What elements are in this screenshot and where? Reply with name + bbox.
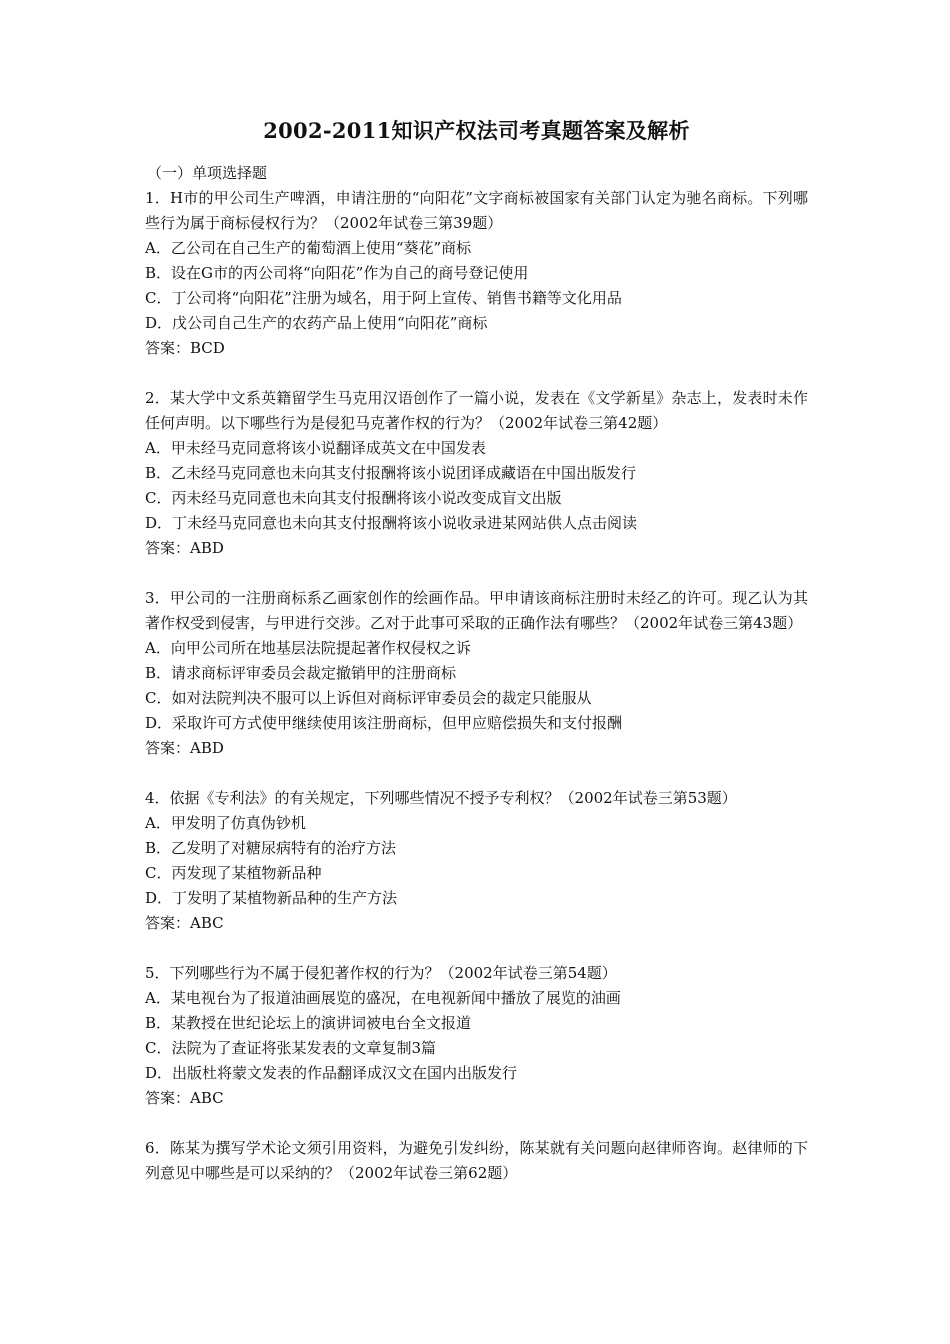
question-option: C．丙未经马克同意也未向其支付报酬将该小说改变成盲文出版: [145, 489, 562, 508]
section-title: （一）单项选择题: [147, 164, 268, 183]
question-block: [145, 386, 808, 561]
question-block: [145, 786, 808, 936]
question-option: C．如对法院判决不服可以上诉但对商标评审委员会的裁定只能服从: [145, 689, 592, 708]
question-stem: 6．陈某为撰写学术论文须引用资料，为避免引发纠纷，陈某就有关问题向赵律师咨询。赵律师的下列意见中哪些是可以采纳的？（2002年试卷三第62题）: [145, 1139, 808, 1183]
question-option: A．某电视台为了报道油画展览的盛况，在电视新闻中播放了展览的油画: [145, 989, 621, 1008]
question-option: A．甲发明了仿真伪钞机: [145, 814, 306, 833]
question-stem: 1．H市的甲公司生产啤酒，申请注册的“向阳花”文字商标被国家有关部门认定为驰名商标。下列哪些行为属于商标侵权行为？（2002年试卷三第39题）: [145, 189, 808, 233]
question-option: D．丁未经马克同意也未向其支付报酬将该小说收录进某网站供人点击阅读: [145, 514, 638, 533]
question-option: C．丙发现了某植物新品种: [145, 864, 322, 883]
question-option: B．乙发明了对糖尿病特有的治疗方法: [145, 839, 397, 858]
question-option: D．丁发明了某植物新品种的生产方法: [145, 889, 398, 908]
question-stem: 4．依据《专利法》的有关规定，下列哪些情况不授予专利权？（2002年试卷三第53题）: [145, 789, 737, 808]
question-option: D．采取许可方式使甲继续使用该注册商标，但甲应赔偿损失和支付报酬: [145, 714, 623, 733]
question-option: C．法院为了查证将张某发表的文章复制3篇: [145, 1039, 437, 1058]
question-block: [145, 186, 808, 361]
question-answer: 答案：BCD: [145, 339, 225, 358]
question-answer: 答案：ABD: [145, 739, 224, 758]
question-option: C．丁公司将“向阳花”注册为域名，用于阿上宣传、销售书籍等文化用品: [145, 289, 622, 308]
question-block: [145, 961, 808, 1111]
question-option: D．出版杜将蒙文发表的作品翻译成汉文在国内出版发行: [145, 1064, 518, 1083]
question-block: [145, 1136, 808, 1186]
question-option: B．请求商标评审委员会裁定撤销甲的注册商标: [145, 664, 457, 683]
question-list: [145, 186, 808, 1186]
question-option: D．戊公司自己生产的农药产品上使用“向阳花”商标: [145, 314, 488, 333]
question-stem: 2．某大学中文系英籍留学生马克用汉语创作了一篇小说，发表在《文学新星》杂志上，发表时未作任何声明。以下哪些行为是侵犯马克著作权的行为？（2002年试卷三第42题）: [145, 389, 808, 433]
question-stem: 5．下列哪些行为不属于侵犯著作权的行为？（2002年试卷三第54题）: [145, 964, 617, 983]
question-answer: 答案：ABD: [145, 539, 224, 558]
question-answer: 答案：ABC: [145, 914, 224, 933]
document-title: 2002-2011知识产权法司考真题答案及解析: [263, 118, 690, 143]
question-answer: 答案：ABC: [145, 1089, 224, 1108]
question-option: A．甲未经马克同意将该小说翻译成英文在中国发表: [145, 439, 486, 458]
question-option: B．乙未经马克同意也未向其支付报酬将该小说团译成藏语在中国出版发行: [145, 464, 637, 483]
question-option: A．乙公司在自己生产的葡萄酒上使用“葵花”商标: [145, 239, 472, 258]
question-block: [145, 586, 808, 761]
question-option: A．向甲公司所在地基层法院提起著作权侵权之诉: [145, 639, 471, 658]
question-option: B．设在G市的丙公司将“向阳花”作为自己的商号登记使用: [145, 264, 529, 283]
question-option: B．某教授在世纪论坛上的演讲词被电台全文报道: [145, 1014, 472, 1033]
question-stem: 3．甲公司的一注册商标系乙画家创作的绘画作品。甲申请该商标注册时未经乙的许可。现乙认为其著作权受到侵害，与甲进行交涉。乙对于此事可采取的正确作法有哪些？（2002年试卷三第43题）: [145, 589, 808, 633]
